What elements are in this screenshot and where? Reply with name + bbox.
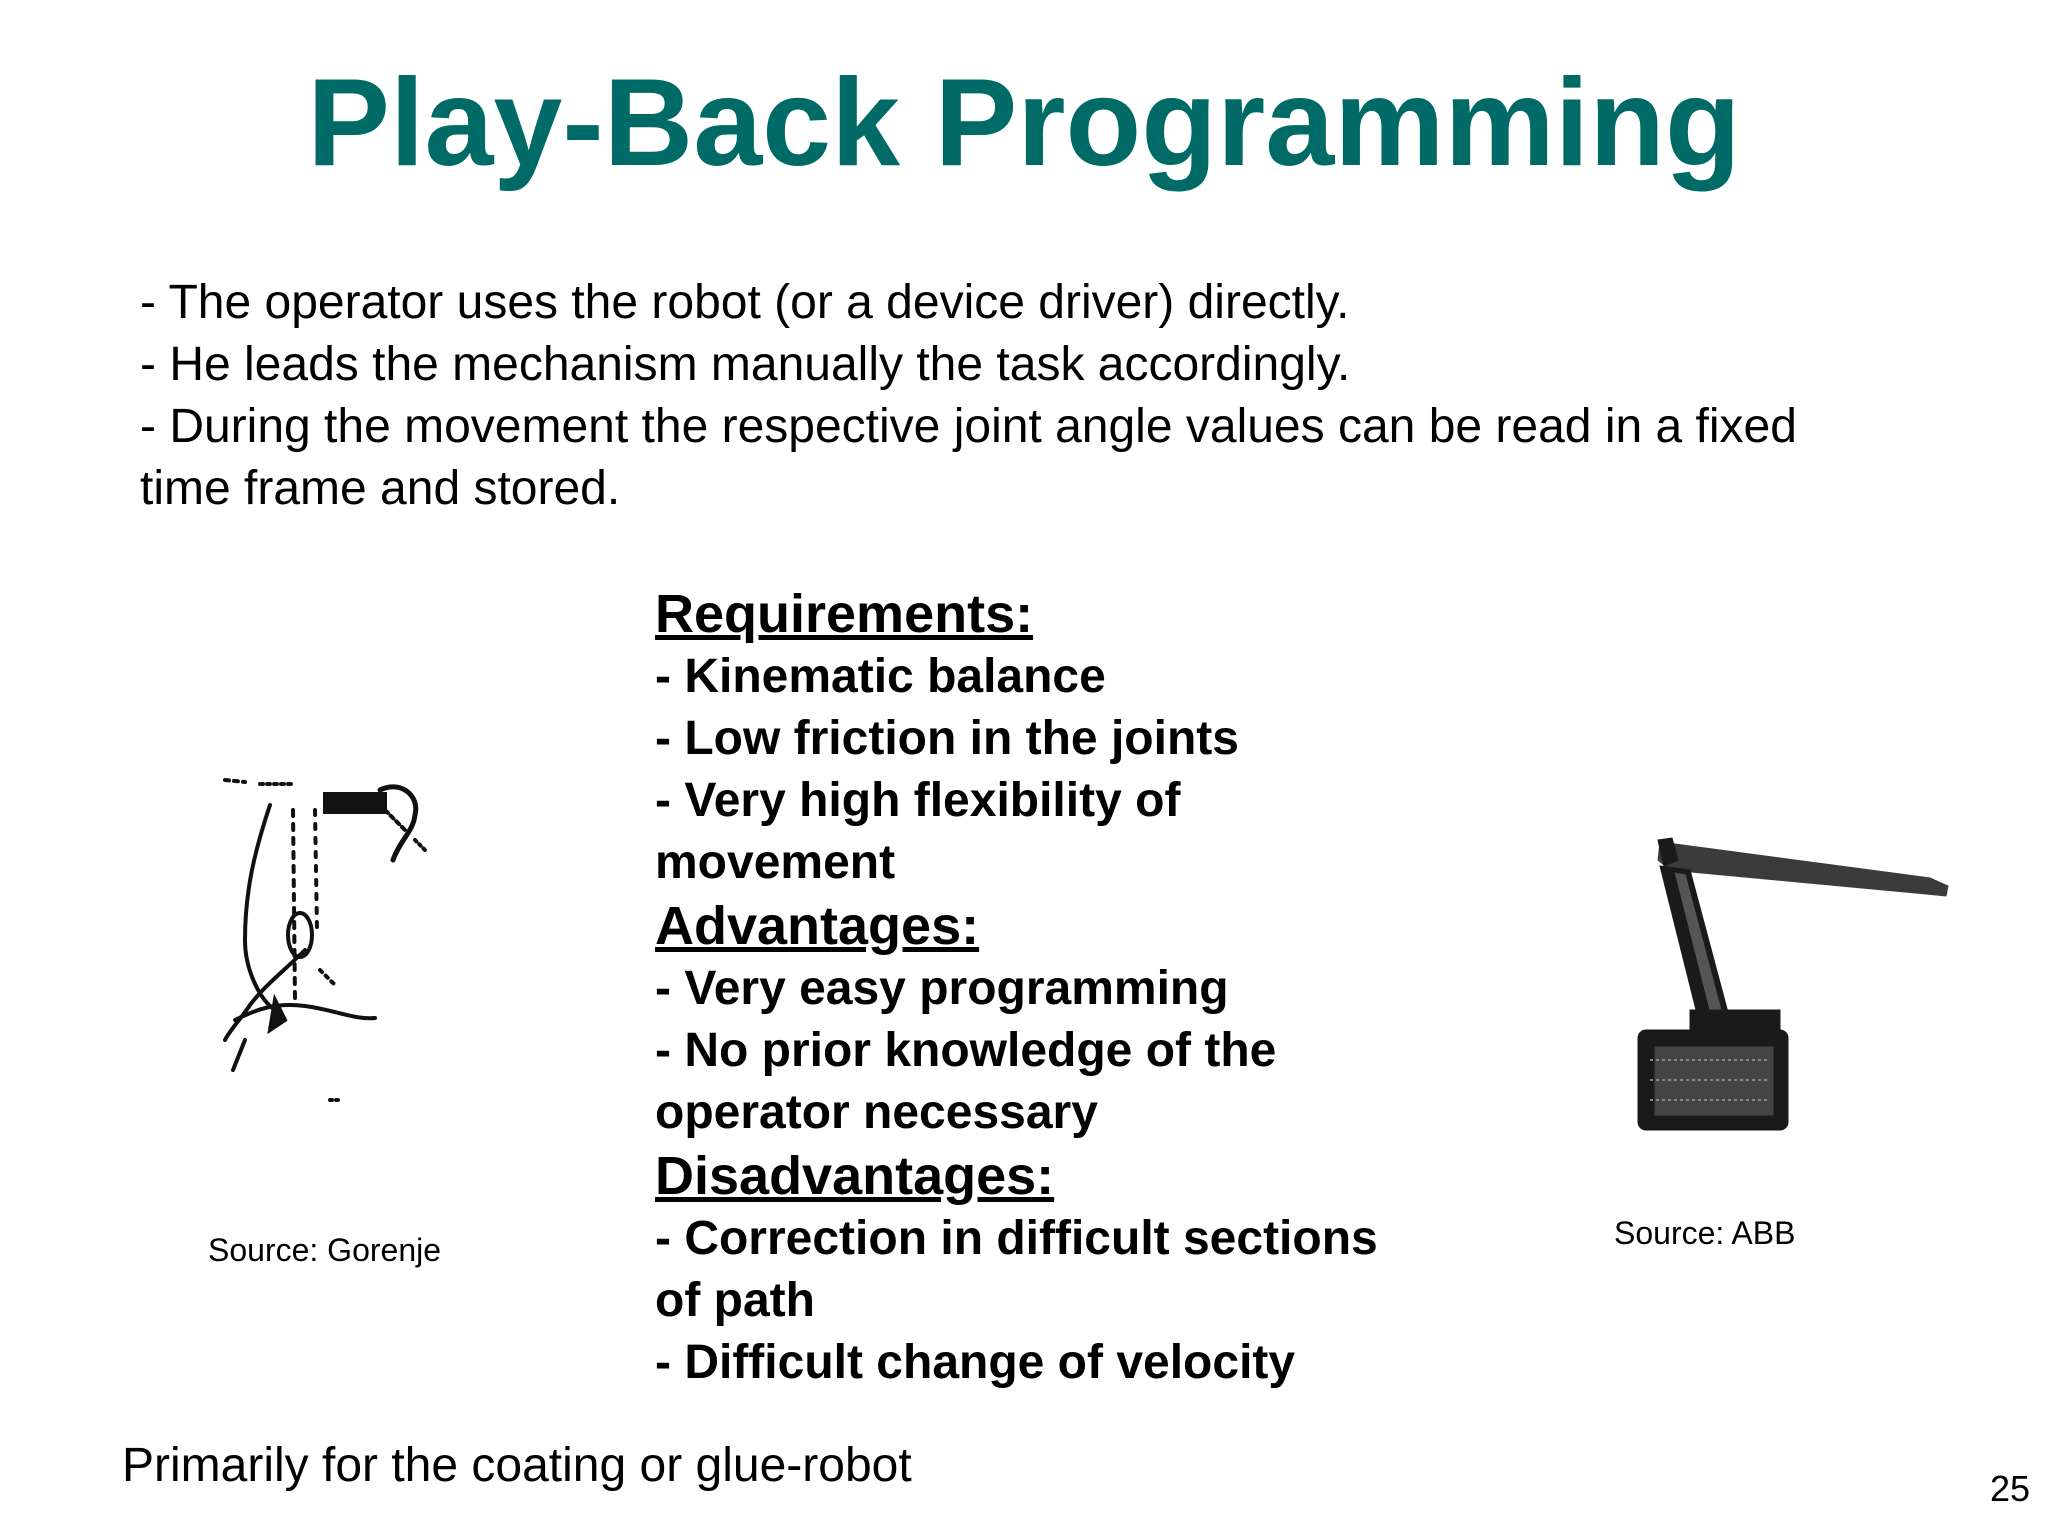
requirements-heading: Requirements: (655, 584, 1034, 644)
disadvantages-item: of path (655, 1274, 815, 1327)
source-caption-right: Source: ABB (1614, 1215, 1796, 1251)
page-number: 25 (1990, 1468, 2031, 1509)
disadvantages-item: - Correction in difficult sections (655, 1212, 1378, 1265)
intro-line: - During the movement the respective joint angle values can be read in a fixed (140, 400, 1797, 453)
requirements-item: - Low friction in the joints (655, 712, 1239, 765)
disadvantages-item: - Difficult change of velocity (655, 1336, 1296, 1389)
slide-title: Play-Back Programming (307, 54, 1741, 192)
advantages-item: - No prior knowledge of the (655, 1024, 1277, 1077)
requirements-item: - Kinematic balance (655, 650, 1106, 703)
abb-robot-image (1630, 830, 1980, 1140)
gorenje-robot-image (215, 770, 505, 1110)
requirements-advantages-block (655, 582, 1475, 1394)
intro-line: - He leads the mechanism manually the task accordingly. (140, 338, 1351, 391)
advantages-item: - Very easy programming (655, 962, 1229, 1015)
intro-text (140, 272, 1960, 520)
source-caption-left: Source: Gorenje (208, 1232, 442, 1268)
requirements-item: - Very high flexibility of (655, 774, 1181, 827)
footer-note: Primarily for the coating or glue-robot (122, 1439, 912, 1492)
advantages-item: operator necessary (655, 1086, 1098, 1139)
advantages-heading: Advantages: (655, 896, 980, 956)
disadvantages-heading: Disadvantages: (655, 1146, 1055, 1206)
intro-line: - The operator uses the robot (or a device driver) directly. (140, 276, 1350, 329)
intro-line: time frame and stored. (140, 462, 621, 515)
requirements-item: movement (655, 836, 896, 889)
